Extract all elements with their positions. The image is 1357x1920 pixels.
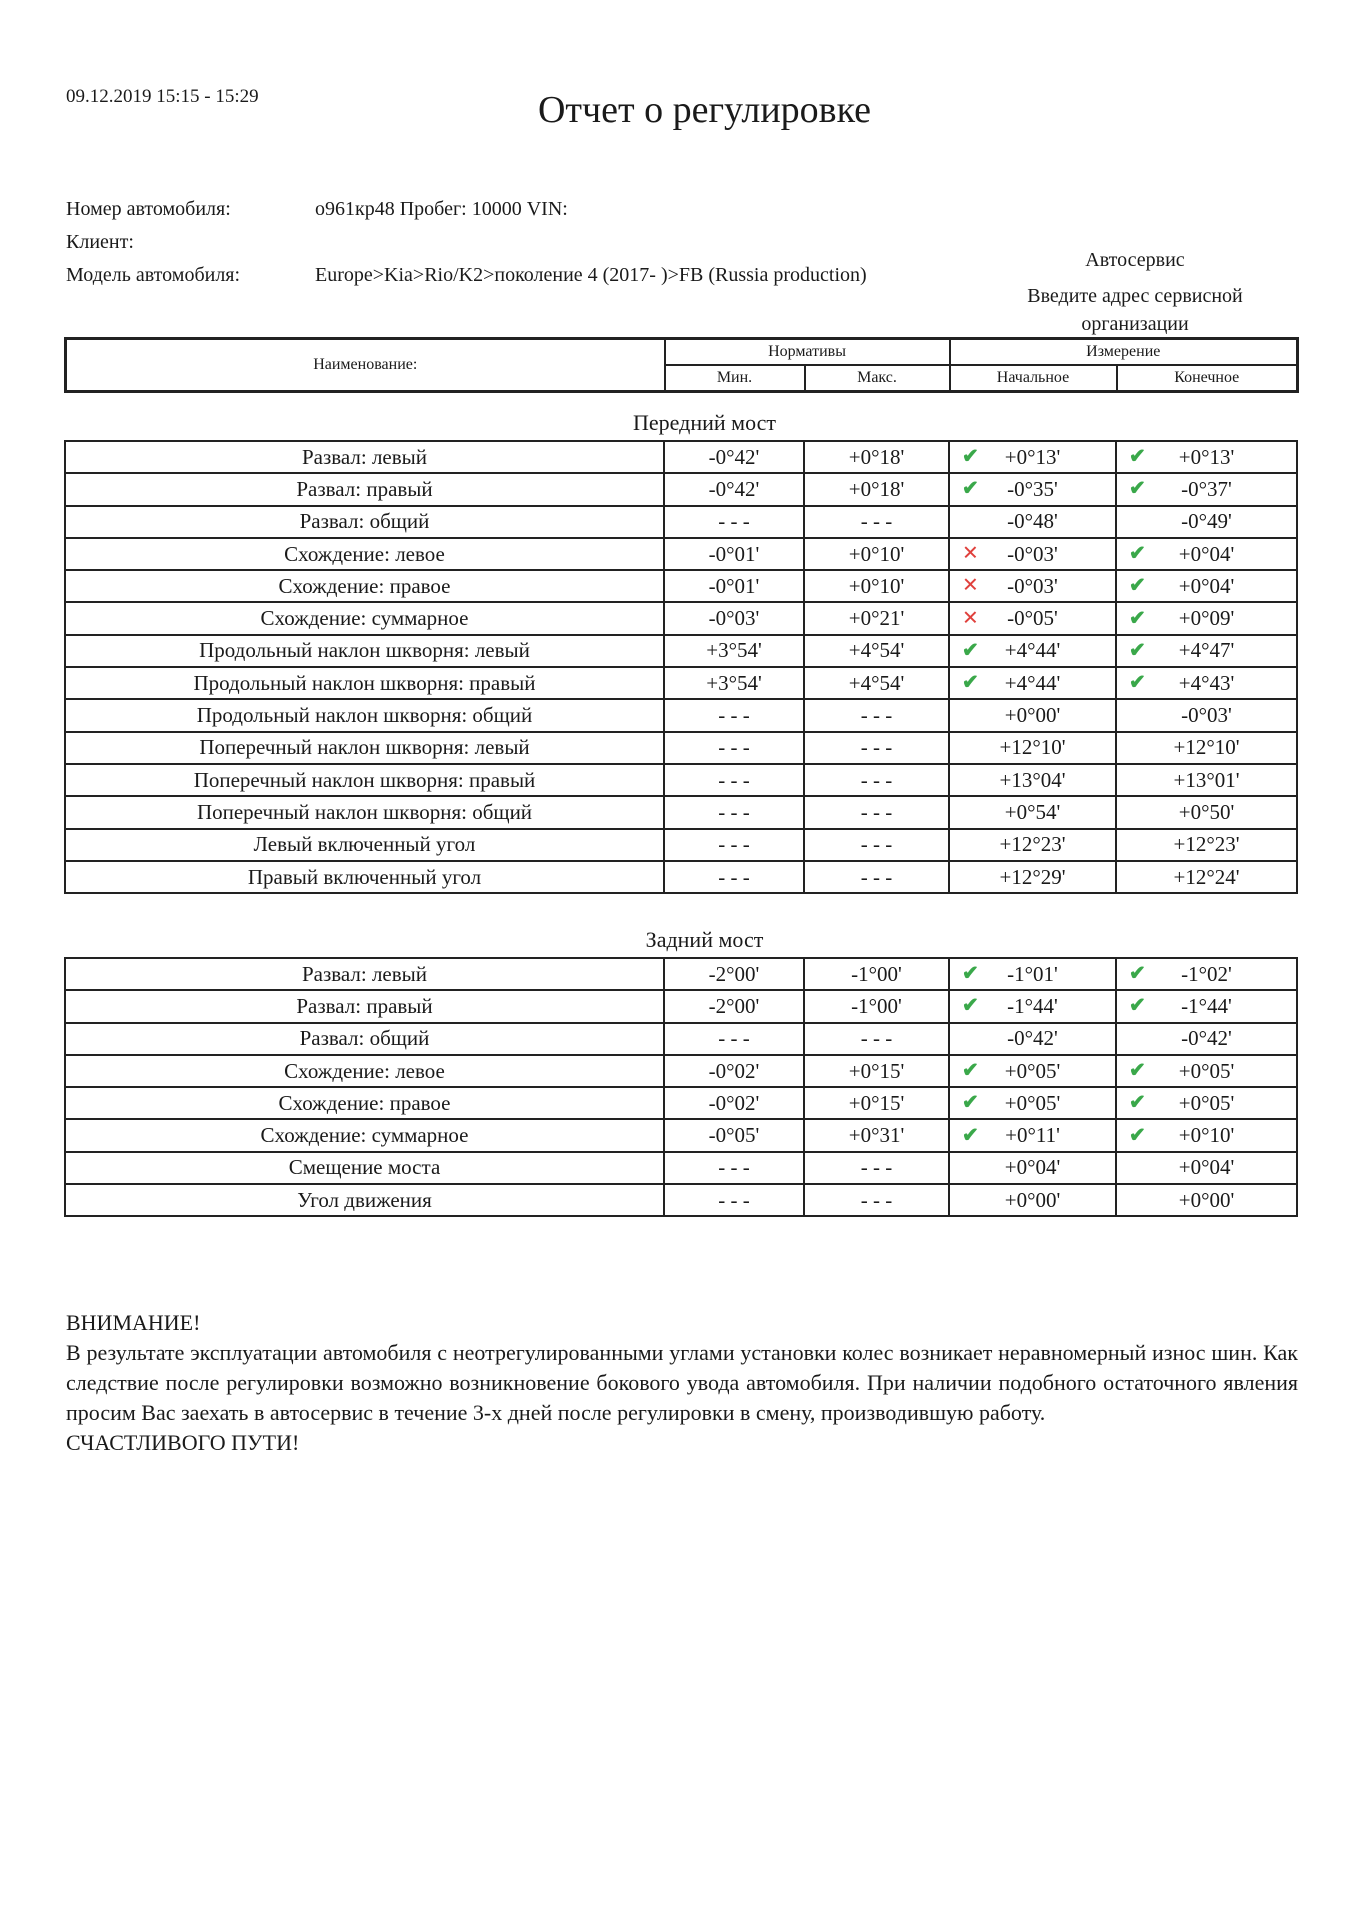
measure-initial-value: -0°42' bbox=[1007, 1026, 1058, 1051]
norm-max: +0°31' bbox=[804, 1119, 949, 1151]
warning-block bbox=[66, 1308, 1298, 1458]
check-icon: ✔ bbox=[962, 477, 979, 500]
check-icon: ✔ bbox=[1129, 962, 1146, 985]
param-name: Развал: правый bbox=[65, 990, 664, 1022]
check-icon: ✔ bbox=[962, 962, 979, 985]
measure-final bbox=[1116, 764, 1297, 796]
header-measurement: Измерение bbox=[950, 339, 1298, 366]
table-row bbox=[65, 990, 1297, 1022]
norm-max: -1°00' bbox=[804, 958, 949, 990]
table-row bbox=[65, 602, 1297, 634]
measure-final-value: -1°44' bbox=[1181, 993, 1232, 1018]
param-name: Схождение: суммарное bbox=[65, 1119, 664, 1151]
measure-initial bbox=[949, 1184, 1116, 1216]
measure-final bbox=[1116, 667, 1297, 699]
param-name: Смещение моста bbox=[65, 1152, 664, 1184]
norm-max: - - - bbox=[804, 732, 949, 764]
measure-final-value: -1°02' bbox=[1181, 961, 1232, 986]
measure-initial bbox=[949, 958, 1116, 990]
measure-initial-value: +0°54' bbox=[1004, 799, 1061, 824]
measure-final-value: +0°50' bbox=[1178, 799, 1235, 824]
header-final: Конечное bbox=[1117, 365, 1298, 392]
measure-final bbox=[1116, 538, 1297, 570]
header-initial: Начальное bbox=[950, 365, 1117, 392]
measure-initial-value: -0°03' bbox=[1007, 573, 1058, 598]
measure-initial bbox=[949, 829, 1116, 861]
measure-final bbox=[1116, 699, 1297, 731]
measure-initial bbox=[949, 570, 1116, 602]
norm-min: - - - bbox=[664, 506, 804, 538]
norm-min: - - - bbox=[664, 796, 804, 828]
norm-max: +0°10' bbox=[804, 538, 949, 570]
norm-max: -1°00' bbox=[804, 990, 949, 1022]
header-norms: Нормативы bbox=[665, 339, 950, 366]
check-icon: ✔ bbox=[962, 1123, 979, 1146]
cross-icon: ✕ bbox=[962, 606, 979, 629]
table-row bbox=[65, 699, 1297, 731]
param-name: Развал: общий bbox=[65, 1023, 664, 1055]
check-icon: ✔ bbox=[1129, 1091, 1146, 1114]
measure-final bbox=[1116, 1152, 1297, 1184]
table-row bbox=[65, 441, 1297, 473]
norm-min: -0°02' bbox=[664, 1055, 804, 1087]
param-name: Схождение: левое bbox=[65, 538, 664, 570]
measure-initial-value: +12°23' bbox=[999, 832, 1066, 857]
param-name: Развал: общий bbox=[65, 506, 664, 538]
check-icon: ✔ bbox=[962, 671, 979, 694]
measure-initial bbox=[949, 667, 1116, 699]
check-icon: ✔ bbox=[1129, 542, 1146, 565]
client-label: Клиент: bbox=[66, 231, 134, 253]
measure-initial-value: -1°44' bbox=[1007, 993, 1058, 1018]
measure-initial bbox=[949, 506, 1116, 538]
norm-min: -0°42' bbox=[664, 441, 804, 473]
measure-final-value: +13°01' bbox=[1173, 767, 1240, 792]
measure-initial-value: +0°05' bbox=[1004, 1058, 1061, 1083]
norm-min: - - - bbox=[664, 861, 804, 893]
check-icon: ✔ bbox=[962, 994, 979, 1017]
norm-min: - - - bbox=[664, 699, 804, 731]
measure-final bbox=[1116, 441, 1297, 473]
norm-min: +3°54' bbox=[664, 635, 804, 667]
measure-initial bbox=[949, 1023, 1116, 1055]
measure-final bbox=[1116, 796, 1297, 828]
check-icon: ✔ bbox=[1129, 671, 1146, 694]
measure-initial-value: +0°05' bbox=[1004, 1090, 1061, 1115]
report-datetime: 09.12.2019 15:15 - 15:29 bbox=[66, 86, 259, 107]
measure-final-value: +0°04' bbox=[1178, 573, 1235, 598]
norm-min: +3°54' bbox=[664, 667, 804, 699]
norm-max: +0°15' bbox=[804, 1055, 949, 1087]
measure-final bbox=[1116, 732, 1297, 764]
norm-max: - - - bbox=[804, 764, 949, 796]
table-row bbox=[65, 796, 1297, 828]
measure-final-value: +0°00' bbox=[1178, 1187, 1235, 1212]
check-icon: ✔ bbox=[1129, 1059, 1146, 1082]
norm-max: - - - bbox=[804, 1023, 949, 1055]
measure-initial bbox=[949, 990, 1116, 1022]
measure-initial bbox=[949, 861, 1116, 893]
param-name: Продольный наклон шкворня: левый bbox=[65, 635, 664, 667]
norm-max: +4°54' bbox=[804, 667, 949, 699]
table-row bbox=[65, 1184, 1297, 1216]
param-name: Развал: левый bbox=[65, 958, 664, 990]
check-icon: ✔ bbox=[962, 1091, 979, 1114]
table-row bbox=[65, 958, 1297, 990]
norm-min: - - - bbox=[664, 764, 804, 796]
norm-max: - - - bbox=[804, 699, 949, 731]
norm-min: -2°00' bbox=[664, 990, 804, 1022]
measure-final-value: +0°09' bbox=[1178, 606, 1235, 631]
check-icon: ✔ bbox=[1129, 445, 1146, 468]
vehicle-model-label: Модель автомобиля: bbox=[66, 264, 241, 286]
rear-axle-title: Задний мост bbox=[645, 927, 764, 952]
norm-min: -0°42' bbox=[664, 473, 804, 505]
measure-final-value: +4°47' bbox=[1178, 638, 1235, 663]
measure-initial-value: -1°01' bbox=[1007, 961, 1058, 986]
norm-max: - - - bbox=[804, 1184, 949, 1216]
measure-final-value: -0°42' bbox=[1181, 1026, 1232, 1051]
table-row bbox=[65, 1152, 1297, 1184]
measure-final bbox=[1116, 1119, 1297, 1151]
measure-final-value: -0°49' bbox=[1181, 509, 1232, 534]
param-name: Развал: правый bbox=[65, 473, 664, 505]
table-row bbox=[65, 1055, 1297, 1087]
table-row bbox=[65, 829, 1297, 861]
measure-final-value: +12°23' bbox=[1173, 832, 1240, 857]
param-name: Левый включенный угол bbox=[65, 829, 664, 861]
measure-final bbox=[1116, 829, 1297, 861]
measure-initial bbox=[949, 796, 1116, 828]
cross-icon: ✕ bbox=[962, 542, 979, 565]
measure-final-value: +0°10' bbox=[1178, 1123, 1235, 1148]
norm-max: +0°18' bbox=[804, 473, 949, 505]
norm-min: -0°05' bbox=[664, 1119, 804, 1151]
measure-initial-value: -0°35' bbox=[1007, 476, 1058, 501]
table-row bbox=[65, 506, 1297, 538]
norm-max: - - - bbox=[804, 861, 949, 893]
table-row bbox=[65, 861, 1297, 893]
param-name: Схождение: суммарное bbox=[65, 602, 664, 634]
measure-initial-value: +0°11' bbox=[1005, 1123, 1060, 1148]
measure-final-value: +0°05' bbox=[1178, 1090, 1235, 1115]
measure-final bbox=[1116, 1087, 1297, 1119]
measure-initial bbox=[949, 441, 1116, 473]
measure-initial-value: +0°00' bbox=[1004, 703, 1061, 728]
table-row bbox=[65, 1087, 1297, 1119]
measure-initial-value: +4°44' bbox=[1004, 670, 1061, 695]
measure-initial-value: +12°10' bbox=[999, 735, 1066, 760]
measure-initial bbox=[949, 538, 1116, 570]
measure-final-value: +0°04' bbox=[1178, 1155, 1235, 1180]
measure-initial bbox=[949, 1119, 1116, 1151]
measure-final bbox=[1116, 861, 1297, 893]
measure-initial-value: +0°00' bbox=[1004, 1187, 1061, 1212]
service-address: Введите адрес сервисной организации bbox=[1027, 285, 1243, 335]
norm-max: - - - bbox=[804, 829, 949, 861]
norm-min: -2°00' bbox=[664, 958, 804, 990]
table-header bbox=[64, 337, 1299, 393]
measure-final bbox=[1116, 635, 1297, 667]
param-name: Продольный наклон шкворня: правый bbox=[65, 667, 664, 699]
param-name: Развал: левый bbox=[65, 441, 664, 473]
measure-final bbox=[1116, 570, 1297, 602]
measure-final bbox=[1116, 602, 1297, 634]
measure-final-value: +12°10' bbox=[1173, 735, 1240, 760]
measure-initial-value: -0°48' bbox=[1007, 509, 1058, 534]
vehicle-number-label: Номер автомобиля: bbox=[66, 198, 231, 220]
param-name: Правый включенный угол bbox=[65, 861, 664, 893]
check-icon: ✔ bbox=[1129, 639, 1146, 662]
norm-max: +4°54' bbox=[804, 635, 949, 667]
param-name: Поперечный наклон шкворня: общий bbox=[65, 796, 664, 828]
measure-final-value: -0°37' bbox=[1181, 476, 1232, 501]
measure-final bbox=[1116, 990, 1297, 1022]
measure-initial bbox=[949, 1087, 1116, 1119]
norm-max: - - - bbox=[804, 796, 949, 828]
param-name: Схождение: правое bbox=[65, 1087, 664, 1119]
measure-final bbox=[1116, 473, 1297, 505]
measure-initial-value: +4°44' bbox=[1004, 638, 1061, 663]
check-icon: ✔ bbox=[1129, 606, 1146, 629]
table-row bbox=[65, 732, 1297, 764]
norm-min: -0°03' bbox=[664, 602, 804, 634]
service-name: Автосервис bbox=[1085, 249, 1185, 271]
page-title: Отчет о регулировке bbox=[537, 89, 872, 131]
measure-final-value: +0°05' bbox=[1178, 1058, 1235, 1083]
norm-min: -0°01' bbox=[664, 538, 804, 570]
table-row bbox=[65, 635, 1297, 667]
warning-heading: ВНИМАНИЕ! bbox=[66, 1310, 201, 1335]
front-axle-table bbox=[64, 440, 1298, 894]
check-icon: ✔ bbox=[1129, 1123, 1146, 1146]
measure-final-value: -0°03' bbox=[1181, 703, 1232, 728]
warning-body: В результате эксплуатации автомобиля с неотрегулированными углами установки колес возникает неравномерный износ шин. Как следствие после регулировки возможно возникновение бокового увода автомобиля. При наличии подобного остаточного явления просим Вас заехать в автосервис в течение 3-х дней после регулировки в смену, производившую работу. bbox=[66, 1340, 1298, 1425]
check-icon: ✔ bbox=[1129, 477, 1146, 500]
front-axle-title: Передний мост bbox=[633, 410, 776, 435]
param-name: Схождение: правое bbox=[65, 570, 664, 602]
check-icon: ✔ bbox=[962, 1059, 979, 1082]
table-row bbox=[65, 764, 1297, 796]
table-row bbox=[65, 1119, 1297, 1151]
vehicle-number-value: о961кр48 Пробег: 10000 VIN: bbox=[315, 198, 568, 220]
norm-max: +0°18' bbox=[804, 441, 949, 473]
table-row bbox=[65, 473, 1297, 505]
param-name: Поперечный наклон шкворня: правый bbox=[65, 764, 664, 796]
measure-initial bbox=[949, 473, 1116, 505]
measure-final-value: +4°43' bbox=[1178, 670, 1235, 695]
norm-min: - - - bbox=[664, 732, 804, 764]
header-name: Наименование: bbox=[66, 339, 665, 392]
norm-max: - - - bbox=[804, 1152, 949, 1184]
table-row bbox=[65, 667, 1297, 699]
measure-final-value: +0°13' bbox=[1178, 444, 1235, 469]
measure-initial bbox=[949, 635, 1116, 667]
param-name: Схождение: левое bbox=[65, 1055, 664, 1087]
measure-final bbox=[1116, 1023, 1297, 1055]
measure-final bbox=[1116, 958, 1297, 990]
measure-final bbox=[1116, 1184, 1297, 1216]
norm-min: - - - bbox=[664, 829, 804, 861]
table-row bbox=[65, 538, 1297, 570]
measure-initial bbox=[949, 732, 1116, 764]
param-name: Продольный наклон шкворня: общий bbox=[65, 699, 664, 731]
measure-final bbox=[1116, 506, 1297, 538]
check-icon: ✔ bbox=[1129, 574, 1146, 597]
measure-initial-value: +0°13' bbox=[1004, 444, 1061, 469]
header-min: Мин. bbox=[665, 365, 805, 392]
param-name: Угол движения bbox=[65, 1184, 664, 1216]
measure-final bbox=[1116, 1055, 1297, 1087]
check-icon: ✔ bbox=[1129, 994, 1146, 1017]
measure-initial bbox=[949, 699, 1116, 731]
measure-initial-value: -0°05' bbox=[1007, 606, 1058, 631]
cross-icon: ✕ bbox=[962, 574, 979, 597]
norm-max: +0°10' bbox=[804, 570, 949, 602]
check-icon: ✔ bbox=[962, 639, 979, 662]
measure-initial-value: +12°29' bbox=[999, 864, 1066, 889]
norm-min: - - - bbox=[664, 1023, 804, 1055]
measure-final-value: +0°04' bbox=[1178, 541, 1235, 566]
check-icon: ✔ bbox=[962, 445, 979, 468]
measure-initial-value: -0°03' bbox=[1007, 541, 1058, 566]
norm-min: - - - bbox=[664, 1184, 804, 1216]
measure-final-value: +12°24' bbox=[1173, 864, 1240, 889]
table-row bbox=[65, 1023, 1297, 1055]
table-row bbox=[65, 570, 1297, 602]
measure-initial-value: +0°04' bbox=[1004, 1155, 1061, 1180]
norm-min: -0°01' bbox=[664, 570, 804, 602]
norm-max: - - - bbox=[804, 506, 949, 538]
norm-min: - - - bbox=[664, 1152, 804, 1184]
measure-initial bbox=[949, 1055, 1116, 1087]
norm-max: +0°21' bbox=[804, 602, 949, 634]
header-max: Макс. bbox=[805, 365, 950, 392]
rear-axle-table bbox=[64, 957, 1298, 1217]
measure-initial-value: +13°04' bbox=[999, 767, 1066, 792]
warning-closing: СЧАСТЛИВОГО ПУТИ! bbox=[66, 1430, 300, 1455]
norm-max: +0°15' bbox=[804, 1087, 949, 1119]
param-name: Поперечный наклон шкворня: левый bbox=[65, 732, 664, 764]
norm-min: -0°02' bbox=[664, 1087, 804, 1119]
measure-initial bbox=[949, 764, 1116, 796]
vehicle-model-value: Europe>Kia>Rio/K2>поколение 4 (2017- )>FB (Russia production) bbox=[315, 264, 867, 286]
measure-initial bbox=[949, 1152, 1116, 1184]
measure-initial bbox=[949, 602, 1116, 634]
